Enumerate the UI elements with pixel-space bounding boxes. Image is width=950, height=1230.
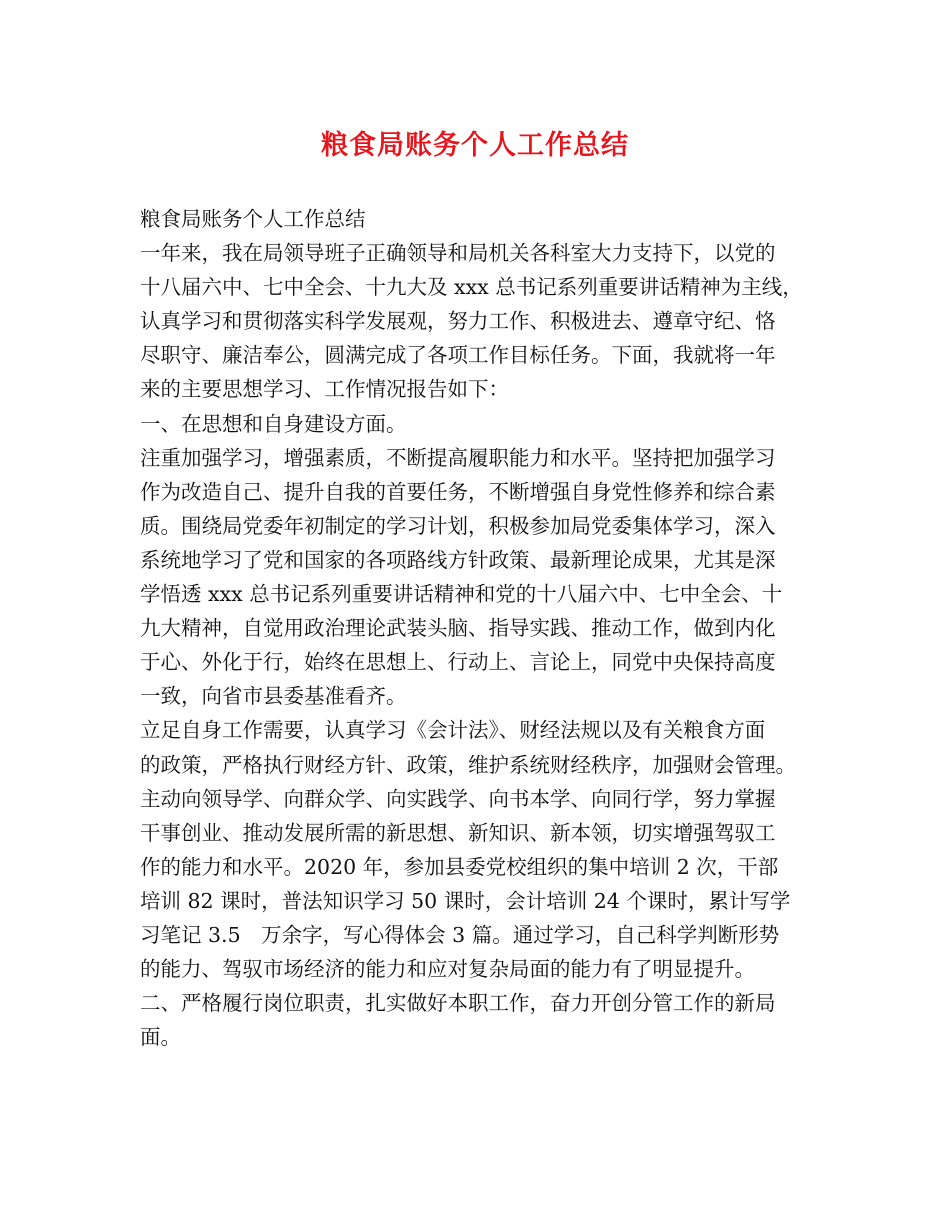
body-line: 干事创业、推动发展所需的新思想、新知识、新本领，切实增强驾驭工 xyxy=(140,820,776,845)
body-line: 一年来，我在局领导班子正确领导和局机关各科室大力支持下，以党的 xyxy=(140,241,776,266)
body-line: 面。 xyxy=(140,1025,181,1050)
body-line: 学悟透 xxx 总书记系列重要讲话精神和党的十八届六中、七中全会、十 xyxy=(140,582,783,607)
body-line: 质。围绕局党委年初制定的学习计划，积极参加局党委集体学习，深入 xyxy=(140,513,776,538)
body-line: 于心、外化于行，始终在思想上、行动上、言论上，同党中央保持高度 xyxy=(140,650,776,675)
body-line: 二、严格履行岗位职责，扎实做好本职工作，奋力开创分管工作的新局 xyxy=(140,991,776,1016)
body-line: 作为改造自己、提升自我的首要任务，不断增强自身党性修养和综合素 xyxy=(140,479,776,504)
body-line: 九大精神，自觉用政治理论武装头脑、指导实践、推动工作，做到内化 xyxy=(140,616,776,641)
body-line: 的政策，严格执行财经方针、政策，维护系统财经秩序，加强财会管理。 xyxy=(140,752,796,777)
document-title: 粮食局账务个人工作总结 xyxy=(321,130,629,161)
body-line: 尽职守、廉洁奉公，圆满完成了各项工作目标任务。下面，我就将一年 xyxy=(140,343,776,368)
body-line: 来的主要思想学习、工作情况报告如下： xyxy=(140,377,509,402)
body-line: 的能力、驾驭市场经济的能力和应对复杂局面的能力有了明显提升。 xyxy=(140,957,755,982)
body-line: 十八届六中、七中全会、十九大及 xxx 总书记系列重要讲话精神为主线， xyxy=(140,275,803,300)
body-line: 一、在思想和自身建设方面。 xyxy=(140,411,407,436)
body-line: 一致，向省市县委基准看齐。 xyxy=(140,684,407,709)
body-line: 粮食局账务个人工作总结 xyxy=(140,207,366,231)
body-line: 认真学习和贯彻落实科学发展观，努力工作、积极进去、遵章守纪、恪 xyxy=(140,309,776,334)
body-line: 作的能力和水平。2020 年，参加县委党校组织的集中培训 2 次，干部 xyxy=(140,854,779,879)
body-line: 注重加强学习，增强素质，不断提高履职能力和水平。坚持把加强学习 xyxy=(140,445,776,470)
body-line: 习笔记 3.5 万余字，写心得体会 3 篇。通过学习，自己科学判断形势 xyxy=(140,922,780,947)
document-body xyxy=(140,202,820,1054)
body-line: 主动向领导学、向群众学、向实践学、向书本学、向同行学，努力掌握 xyxy=(140,786,776,811)
body-line: 培训 82 课时，普法知识学习 50 课时，会计培训 24 个课时，累计写学 xyxy=(140,888,791,913)
body-line: 系统地学习了党和国家的各项路线方针政策、最新理论成果，尤其是深 xyxy=(140,547,776,572)
body-line: 立足自身工作需要，认真学习《会计法》、财经法规以及有关粮食方面 xyxy=(140,718,766,743)
